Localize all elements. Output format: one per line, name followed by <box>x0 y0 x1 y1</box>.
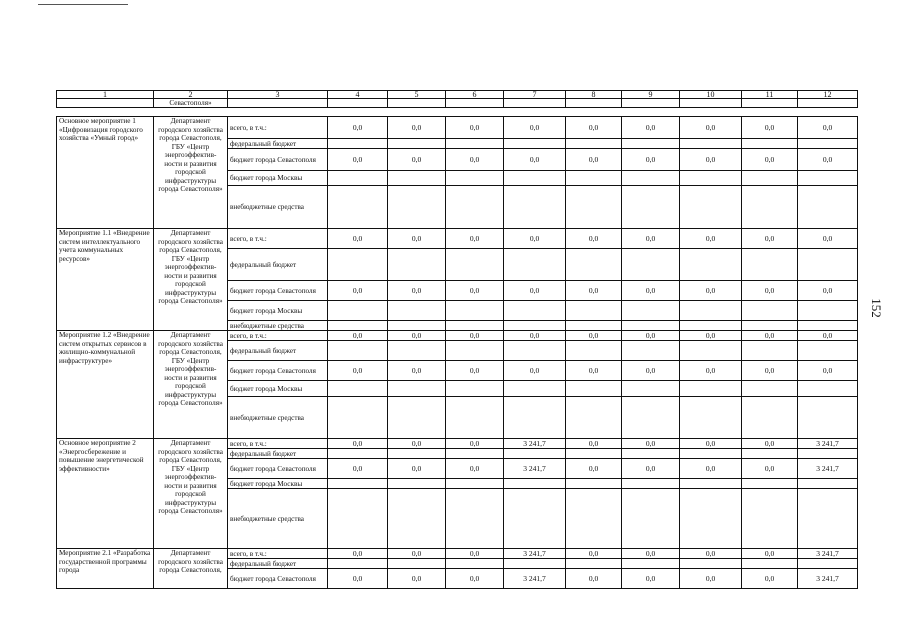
amount-cell <box>504 479 566 489</box>
amount-cell <box>446 301 504 321</box>
amount-cell: 0,0 <box>622 117 680 139</box>
amount-cell <box>504 321 566 331</box>
amount-cell: 3 241,7 <box>504 569 566 589</box>
amount-cell: 0,0 <box>622 149 680 171</box>
amount-cell: 0,0 <box>566 281 622 301</box>
amount-cell <box>742 301 798 321</box>
scan-artifact <box>38 0 128 5</box>
carry-over-row <box>57 99 858 108</box>
amount-cell <box>798 449 858 459</box>
amount-cell <box>388 249 446 281</box>
amount-cell <box>328 479 388 489</box>
amount-cell <box>742 341 798 361</box>
funding-source: бюджет города Севастополя <box>228 361 328 381</box>
amount-cell <box>680 489 742 549</box>
funding-source: бюджет города Москвы <box>228 479 328 489</box>
amount-cell <box>328 249 388 281</box>
amount-cell <box>798 381 858 397</box>
amount-cell: 0,0 <box>622 549 680 559</box>
amount-cell: 0,0 <box>742 281 798 301</box>
amount-cell <box>622 341 680 361</box>
amount-cell: 0,0 <box>446 569 504 589</box>
amount-cell <box>742 397 798 439</box>
amount-cell: 0,0 <box>798 281 858 301</box>
amount-cell: 3 241,7 <box>798 569 858 589</box>
amount-cell: 0,0 <box>328 229 388 249</box>
funding-source: бюджет города Москвы <box>228 301 328 321</box>
funding-source: всего, в т.ч.: <box>228 439 328 449</box>
amount-cell: 0,0 <box>798 229 858 249</box>
amount-cell: 0,0 <box>388 331 446 341</box>
column-header-5: 5 <box>388 91 446 99</box>
amount-cell: 0,0 <box>446 549 504 559</box>
amount-cell: 0,0 <box>680 459 742 479</box>
amount-cell: 0,0 <box>680 439 742 449</box>
amount-cell <box>742 186 798 229</box>
amount-cell: 0,0 <box>622 281 680 301</box>
amount-cell <box>680 341 742 361</box>
funding-source: внебюджетные средства <box>228 397 328 439</box>
funding-source: всего, в т.ч.: <box>228 331 328 341</box>
amount-cell <box>446 171 504 186</box>
amount-cell: 3 241,7 <box>798 439 858 449</box>
amount-cell <box>622 139 680 149</box>
amount-cell <box>566 381 622 397</box>
executor: Департамент городского хозяйства города Севастополя, ГБУ «Центр энергоэффектив-ности и развития городской инфраструктуры города Севастополя» <box>154 117 228 229</box>
amount-cell <box>388 139 446 149</box>
amount-cell: 0,0 <box>566 361 622 381</box>
amount-cell <box>622 397 680 439</box>
funding-source: федеральный бюджет <box>228 139 328 149</box>
amount-cell: 0,0 <box>328 149 388 171</box>
amount-cell <box>798 321 858 331</box>
amount-cell: 0,0 <box>504 149 566 171</box>
amount-cell: 3 241,7 <box>504 439 566 449</box>
amount-cell <box>328 449 388 459</box>
amount-cell: 0,0 <box>446 149 504 171</box>
amount-cell <box>798 341 858 361</box>
amount-cell <box>504 341 566 361</box>
funding-source: бюджет города Севастополя <box>228 569 328 589</box>
table-row <box>57 117 858 139</box>
amount-cell: 0,0 <box>742 361 798 381</box>
amount-cell: 0,0 <box>328 117 388 139</box>
amount-cell: 0,0 <box>680 569 742 589</box>
amount-cell: 0,0 <box>742 459 798 479</box>
amount-cell: 0,0 <box>742 229 798 249</box>
carry-over-cell <box>622 99 680 108</box>
amount-cell <box>566 321 622 331</box>
amount-cell: 0,0 <box>388 149 446 171</box>
amount-cell: 0,0 <box>680 331 742 341</box>
amount-cell <box>622 321 680 331</box>
carry-over-cell <box>504 99 566 108</box>
amount-cell: 0,0 <box>566 117 622 139</box>
amount-cell: 0,0 <box>622 459 680 479</box>
amount-cell <box>504 171 566 186</box>
carry-over-cell <box>680 99 742 108</box>
amount-cell <box>446 249 504 281</box>
amount-cell: 0,0 <box>566 569 622 589</box>
amount-cell: 0,0 <box>388 459 446 479</box>
carry-over-cell <box>566 99 622 108</box>
funding-source: бюджет города Москвы <box>228 171 328 186</box>
amount-cell: 0,0 <box>566 549 622 559</box>
amount-cell: 0,0 <box>328 281 388 301</box>
column-header-7: 7 <box>504 91 566 99</box>
amount-cell <box>798 139 858 149</box>
amount-cell <box>388 397 446 439</box>
amount-cell: 0,0 <box>328 459 388 479</box>
page-number: 152 <box>868 298 884 318</box>
amount-cell <box>566 449 622 459</box>
executor: Департамент городского хозяйства города Севастополя, <box>154 549 228 589</box>
amount-cell: 0,0 <box>566 229 622 249</box>
amount-cell: 0,0 <box>798 117 858 139</box>
funding-source: внебюджетные средства <box>228 321 328 331</box>
amount-cell <box>566 249 622 281</box>
amount-cell <box>680 449 742 459</box>
amount-cell <box>680 397 742 439</box>
amount-cell <box>622 171 680 186</box>
column-number-header <box>57 91 858 99</box>
amount-cell: 3 241,7 <box>798 459 858 479</box>
amount-cell: 0,0 <box>622 229 680 249</box>
funding-source: всего, в т.ч.: <box>228 229 328 249</box>
amount-cell: 0,0 <box>504 229 566 249</box>
amount-cell <box>742 321 798 331</box>
amount-cell <box>446 381 504 397</box>
amount-cell: 0,0 <box>680 549 742 559</box>
funding-source: федеральный бюджет <box>228 449 328 459</box>
amount-cell: 0,0 <box>622 361 680 381</box>
amount-cell <box>504 381 566 397</box>
amount-cell <box>388 489 446 549</box>
amount-cell: 0,0 <box>388 361 446 381</box>
table-row <box>57 549 858 559</box>
funding-source: бюджет города Москвы <box>228 381 328 397</box>
amount-cell: 0,0 <box>566 149 622 171</box>
carry-over-cell <box>446 99 504 108</box>
amount-cell: 3 241,7 <box>504 459 566 479</box>
amount-cell <box>742 449 798 459</box>
amount-cell <box>504 139 566 149</box>
funding-source: внебюджетные средства <box>228 489 328 549</box>
amount-cell <box>798 397 858 439</box>
amount-cell: 0,0 <box>328 439 388 449</box>
amount-cell <box>622 479 680 489</box>
amount-cell <box>680 186 742 229</box>
amount-cell <box>742 139 798 149</box>
amount-cell: 0,0 <box>504 117 566 139</box>
amount-cell: 0,0 <box>388 117 446 139</box>
amount-cell <box>680 249 742 281</box>
amount-cell <box>328 139 388 149</box>
amount-cell: 0,0 <box>798 361 858 381</box>
amount-cell: 3 241,7 <box>798 549 858 559</box>
amount-cell: 0,0 <box>328 331 388 341</box>
amount-cell <box>742 559 798 569</box>
table-row <box>57 331 858 341</box>
carry-over-executor: Севастополя» <box>154 99 228 108</box>
amount-cell <box>680 171 742 186</box>
amount-cell: 0,0 <box>742 331 798 341</box>
amount-cell <box>328 321 388 331</box>
amount-cell <box>622 249 680 281</box>
amount-cell: 0,0 <box>504 331 566 341</box>
amount-cell: 0,0 <box>566 331 622 341</box>
amount-cell <box>328 489 388 549</box>
amount-cell <box>388 449 446 459</box>
amount-cell: 0,0 <box>446 439 504 449</box>
amount-cell: 0,0 <box>388 281 446 301</box>
amount-cell <box>446 341 504 361</box>
amount-cell <box>798 479 858 489</box>
amount-cell: 0,0 <box>446 459 504 479</box>
amount-cell <box>504 186 566 229</box>
budget-table <box>56 90 858 589</box>
amount-cell <box>446 186 504 229</box>
amount-cell <box>622 449 680 459</box>
amount-cell <box>446 559 504 569</box>
amount-cell <box>622 559 680 569</box>
amount-cell: 3 241,7 <box>504 549 566 559</box>
amount-cell <box>566 489 622 549</box>
funding-source: федеральный бюджет <box>228 341 328 361</box>
amount-cell: 0,0 <box>622 569 680 589</box>
column-header-9: 9 <box>622 91 680 99</box>
amount-cell <box>566 559 622 569</box>
amount-cell: 0,0 <box>742 117 798 139</box>
amount-cell <box>328 301 388 321</box>
amount-cell <box>328 341 388 361</box>
amount-cell: 0,0 <box>388 549 446 559</box>
amount-cell: 0,0 <box>622 331 680 341</box>
executor: Департамент городского хозяйства города Севастополя, ГБУ «Центр энергоэффектив-ности и развития городской инфраструктуры города Севастополя» <box>154 331 228 439</box>
amount-cell: 0,0 <box>742 439 798 449</box>
amount-cell <box>680 559 742 569</box>
column-header-4: 4 <box>328 91 388 99</box>
amount-cell <box>446 397 504 439</box>
spacer-cell <box>57 108 858 117</box>
amount-cell: 0,0 <box>680 117 742 139</box>
amount-cell: 0,0 <box>446 281 504 301</box>
amount-cell: 0,0 <box>504 361 566 381</box>
amount-cell: 0,0 <box>446 117 504 139</box>
amount-cell <box>504 559 566 569</box>
amount-cell <box>328 559 388 569</box>
amount-cell <box>446 139 504 149</box>
amount-cell: 0,0 <box>680 149 742 171</box>
amount-cell <box>742 249 798 281</box>
table-row <box>57 439 858 449</box>
amount-cell: 0,0 <box>504 281 566 301</box>
carry-over-cell-3 <box>228 99 328 108</box>
amount-cell <box>446 489 504 549</box>
amount-cell <box>446 479 504 489</box>
funding-source: бюджет города Севастополя <box>228 149 328 171</box>
amount-cell <box>566 479 622 489</box>
column-header-2: 2 <box>154 91 228 99</box>
amount-cell <box>798 171 858 186</box>
amount-cell <box>742 479 798 489</box>
activity-name: Мероприятие 1.2 «Внедрение систем открытых сервисов в жилищно-коммунальной инфраструктуре» <box>57 331 154 439</box>
amount-cell: 0,0 <box>446 361 504 381</box>
amount-cell: 0,0 <box>680 229 742 249</box>
amount-cell <box>742 171 798 186</box>
amount-cell <box>622 489 680 549</box>
amount-cell <box>388 559 446 569</box>
amount-cell <box>504 397 566 439</box>
amount-cell: 0,0 <box>566 459 622 479</box>
column-header-11: 11 <box>742 91 798 99</box>
amount-cell <box>742 489 798 549</box>
activity-name: Основное мероприятие 2 «Энергосбережение и повышение энергетической эффективности» <box>57 439 154 549</box>
amount-cell <box>504 449 566 459</box>
amount-cell <box>388 301 446 321</box>
amount-cell <box>680 301 742 321</box>
amount-cell <box>566 186 622 229</box>
amount-cell <box>504 301 566 321</box>
amount-cell <box>504 249 566 281</box>
activity-name: Основное мероприятие 1 «Цифровизация городского хозяйства «Умный город» <box>57 117 154 229</box>
amount-cell <box>388 171 446 186</box>
column-header-12: 12 <box>798 91 858 99</box>
amount-cell <box>798 301 858 321</box>
amount-cell <box>566 171 622 186</box>
amount-cell: 0,0 <box>798 149 858 171</box>
amount-cell: 0,0 <box>328 569 388 589</box>
funding-source: всего, в т.ч.: <box>228 549 328 559</box>
amount-cell: 0,0 <box>798 331 858 341</box>
amount-cell <box>328 171 388 186</box>
amount-cell <box>622 381 680 397</box>
amount-cell: 0,0 <box>680 361 742 381</box>
amount-cell <box>798 186 858 229</box>
funding-source: федеральный бюджет <box>228 559 328 569</box>
amount-cell: 0,0 <box>566 439 622 449</box>
amount-cell <box>798 489 858 549</box>
amount-cell: 0,0 <box>446 229 504 249</box>
amount-cell <box>388 341 446 361</box>
funding-source: федеральный бюджет <box>228 249 328 281</box>
column-header-3: 3 <box>228 91 328 99</box>
amount-cell: 0,0 <box>388 229 446 249</box>
amount-cell <box>680 139 742 149</box>
amount-cell <box>798 249 858 281</box>
amount-cell <box>566 397 622 439</box>
column-header-8: 8 <box>566 91 622 99</box>
amount-cell <box>680 479 742 489</box>
activity-name: Мероприятие 1.1 «Внедрение систем интеллектуального учета коммунальных ресурсов» <box>57 229 154 331</box>
carry-over-cell-1 <box>57 99 154 108</box>
table-body <box>57 99 858 589</box>
spacer-row <box>57 108 858 117</box>
amount-cell <box>504 489 566 549</box>
funding-source: внебюджетные средства <box>228 186 328 229</box>
carry-over-cell <box>388 99 446 108</box>
carry-over-cell <box>798 99 858 108</box>
amount-cell: 0,0 <box>742 149 798 171</box>
amount-cell <box>622 301 680 321</box>
table-row <box>57 229 858 249</box>
funding-source: бюджет города Севастополя <box>228 459 328 479</box>
column-header-1: 1 <box>57 91 154 99</box>
column-header-6: 6 <box>446 91 504 99</box>
amount-cell <box>388 381 446 397</box>
amount-cell <box>388 321 446 331</box>
amount-cell <box>388 186 446 229</box>
amount-cell <box>680 381 742 397</box>
funding-source: бюджет города Севастополя <box>228 281 328 301</box>
column-header-10: 10 <box>680 91 742 99</box>
activity-name: Мероприятие 2.1 «Разработка государственной программы города <box>57 549 154 589</box>
carry-over-cell <box>328 99 388 108</box>
amount-cell <box>328 381 388 397</box>
amount-cell <box>388 479 446 489</box>
amount-cell <box>446 321 504 331</box>
amount-cell: 0,0 <box>388 439 446 449</box>
amount-cell: 0,0 <box>328 549 388 559</box>
amount-cell: 0,0 <box>742 549 798 559</box>
amount-cell <box>566 301 622 321</box>
amount-cell <box>742 381 798 397</box>
amount-cell: 0,0 <box>742 569 798 589</box>
amount-cell <box>798 559 858 569</box>
amount-cell <box>680 321 742 331</box>
executor: Департамент городского хозяйства города Севастополя, ГБУ «Центр энергоэффектив-ности и развития городской инфраструктуры города Севастополя» <box>154 229 228 331</box>
carry-over-cell <box>742 99 798 108</box>
amount-cell <box>328 186 388 229</box>
amount-cell <box>566 341 622 361</box>
amount-cell <box>328 397 388 439</box>
amount-cell: 0,0 <box>446 331 504 341</box>
amount-cell <box>446 449 504 459</box>
funding-source: всего, в т.ч.: <box>228 117 328 139</box>
amount-cell <box>622 186 680 229</box>
executor: Департамент городского хозяйства города Севастополя, ГБУ «Центр энергоэффектив-ности и развития городской инфраструктуры города Севастополя» <box>154 439 228 549</box>
amount-cell: 0,0 <box>622 439 680 449</box>
amount-cell: 0,0 <box>328 361 388 381</box>
amount-cell: 0,0 <box>680 281 742 301</box>
amount-cell: 0,0 <box>388 569 446 589</box>
amount-cell <box>566 139 622 149</box>
